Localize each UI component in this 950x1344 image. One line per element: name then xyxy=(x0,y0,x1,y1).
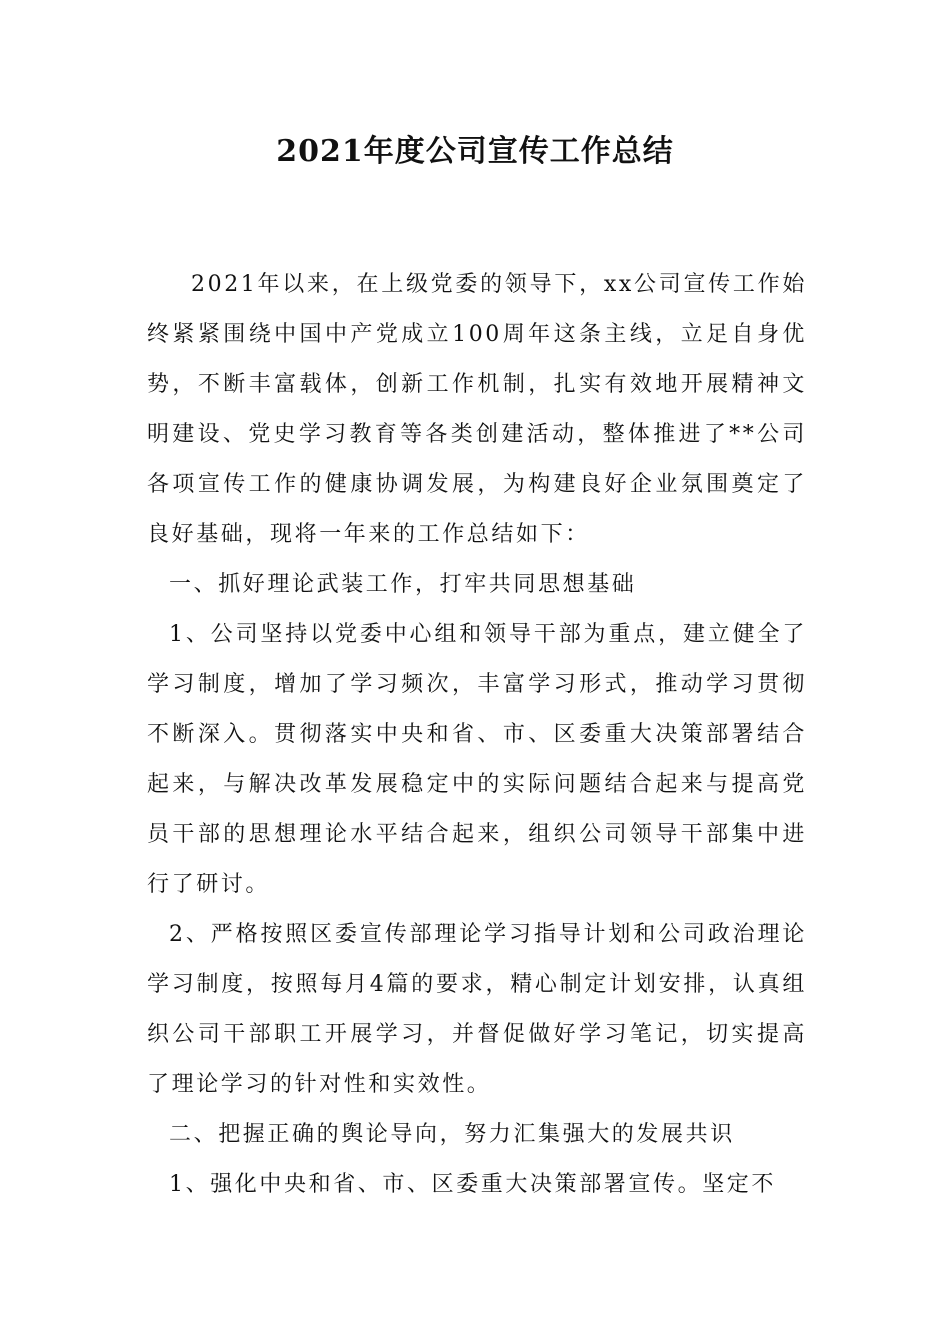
section-2-item-1: 1、强化中央和省、市、区委重大决策部署宣传。坚定不 xyxy=(169,1172,776,1197)
section-1-item-2: 2、严格按照区委宣传部理论学习指导计划和公司政治理论学习制度，按照每月4篇的要求，精心制定计划安排，认真组织公司干部职工开展学习，并督促做好学习笔记，切实提高了理论学习的针对性和实效性。 xyxy=(147,922,807,1097)
document-title: 2021年度公司宣传工作总结 xyxy=(276,134,674,169)
intro-paragraph: 2021年以来，在上级党委的领导下，xx公司宣传工作始终紧紧围绕中国中产党成立100周年这条主线，立足自身优势，不断丰富载体，创新工作机制，扎实有效地开展精神文明建设、党史学习教育等各类创建活动，整体推进了**公司各项宣传工作的健康协调发展，为构建良好企业氛围奠定了良好基础，现将一年来的工作总结如下： xyxy=(147,272,807,547)
section-1-item-1: 1、公司坚持以党委中心组和领导干部为重点，建立健全了学习制度，增加了学习频次，丰富学习形式，推动学习贯彻不断深入。贯彻落实中央和省、市、区委重大决策部署结合起来，与解决改革发展稳定中的实际问题结合起来与提高党员干部的思想理论水平结合起来，组织公司领导干部集中进行了研讨。 xyxy=(147,622,807,897)
document-body xyxy=(147,260,807,1210)
section-heading-2: 二、把握正确的舆论导向，努力汇集强大的发展共识 xyxy=(169,1122,735,1147)
section-heading-1: 一、抓好理论武装工作，打牢共同思想基础 xyxy=(169,572,637,597)
